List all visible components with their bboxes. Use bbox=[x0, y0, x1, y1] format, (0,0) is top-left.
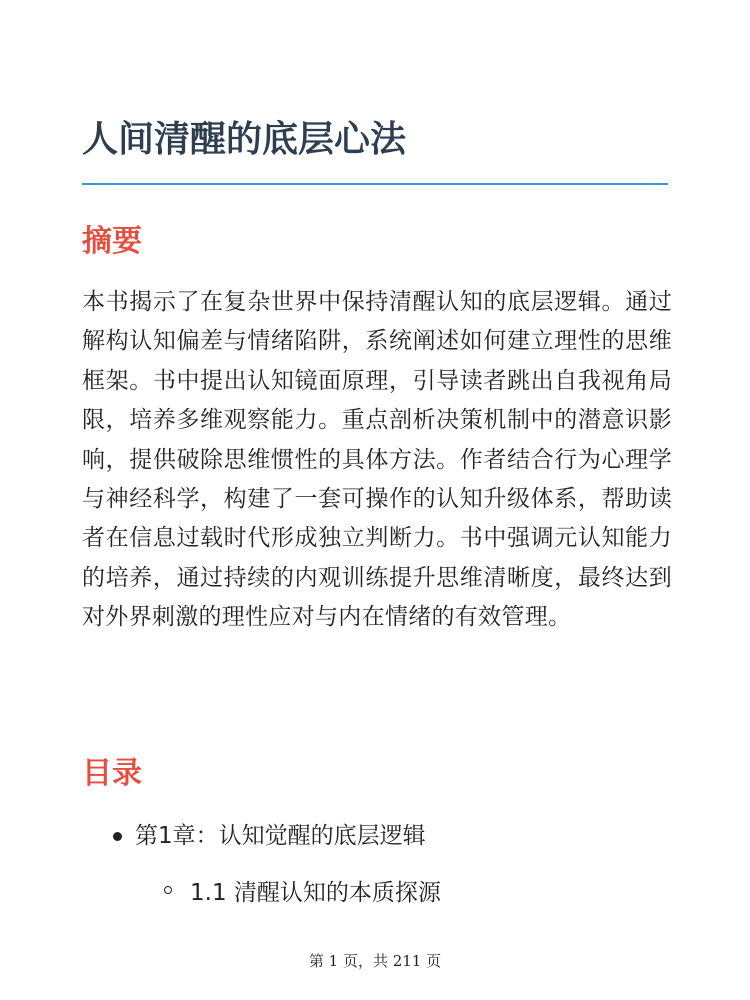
title-divider bbox=[82, 183, 668, 185]
toc-item-chapter-1[interactable]: 第1章：认知觉醒的底层逻辑 bbox=[135, 823, 426, 849]
toc-heading: 目录 bbox=[82, 756, 142, 791]
toc-item-section-1-1[interactable]: 1.1 清醒认知的本质探源 bbox=[190, 880, 441, 906]
page-footer: 第 1 页，共 211 页 bbox=[308, 952, 442, 970]
abstract-heading: 摘要 bbox=[82, 224, 142, 259]
toc-bullet-disc-icon bbox=[113, 832, 122, 841]
document-title: 人间清醒的底层心法 bbox=[82, 119, 407, 160]
toc-bullet-circle-icon bbox=[164, 886, 172, 894]
abstract-paragraph: 本书揭示了在复杂世界中保持清醒认知的底层逻辑。通过解构认知偏差与情绪陷阱，系统阐述如何建立理性的思维框架。书中提出认知镜面原理，引导读者跳出自我视角局限，培养多维观察能力。重点剖析决策机制中的潜意识影响，提供破除思维惯性的具体方法。作者结合行为心理学与神经科学，构建了一套可操作的认知升级体系，帮助读者在信息过载时代形成独立判断力。书中强调元认知能力的培养，通过持续的内观训练提升思维清晰度，最终达到对外界刺激的理性应对与内在情绪的有效管理。 bbox=[82, 289, 672, 631]
